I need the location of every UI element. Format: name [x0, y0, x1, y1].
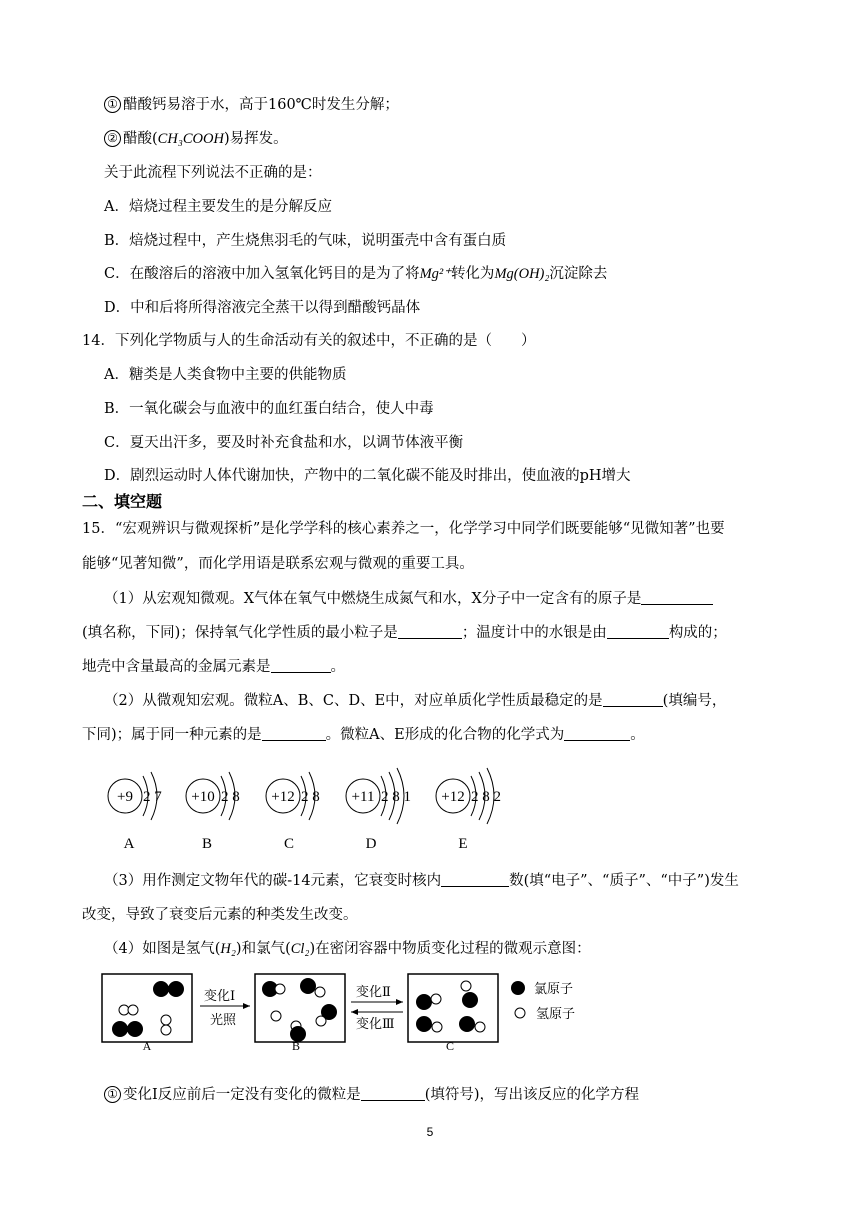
box-label-b: B [291, 1039, 301, 1052]
p2-text: (填编号， [662, 693, 727, 709]
hydrogen-atom [432, 1022, 442, 1032]
q13-c-mid: 转化为 [450, 266, 495, 282]
note-2-post: )易挥发。 [223, 131, 288, 147]
hydrogen-atom [161, 1025, 171, 1035]
chlorine-atom [168, 981, 184, 997]
q15-p3-line1 [104, 871, 739, 891]
atom-diagram-c [266, 772, 320, 852]
answer-blank[interactable] [564, 726, 630, 741]
section-title: 二、填空题 [82, 492, 163, 511]
answer-blank[interactable] [361, 1086, 425, 1101]
p1-text: 地壳中含量最高的金属元素是 [82, 659, 271, 675]
note-2-pre: 醋酸( [123, 131, 158, 147]
nucleus-charge: +11 [351, 789, 375, 805]
nucleus-charge: +12 [271, 789, 295, 805]
change-2-label: 变化Ⅱ [356, 984, 391, 999]
chlorine-formula: Cl₂ [290, 941, 310, 957]
p1-text: ；温度计中的水银是由 [461, 625, 607, 641]
p4-q1-text: 变化Ⅰ反应前后一定没有变化的微粒是 [123, 1087, 361, 1103]
mg-hydroxide-formula: Mg(OH)₂ [494, 266, 550, 282]
chlorine-atom [127, 1021, 143, 1037]
q15-p1-line3 [82, 657, 345, 677]
p2-text: 。 [630, 727, 645, 743]
chlorine-atom [300, 978, 316, 994]
page-number: 5 [426, 1125, 434, 1139]
change-3-label: 变化Ⅲ [356, 1016, 395, 1031]
nucleus-charge: +9 [117, 789, 133, 805]
q15-p2-line1 [104, 691, 726, 711]
mg-ion: Mg²⁺ [419, 266, 451, 282]
q15-p2-line2 [82, 725, 645, 745]
legend-hydrogen-swatch [515, 1008, 525, 1018]
answer-blank[interactable] [607, 624, 669, 639]
answer-blank[interactable] [271, 658, 331, 673]
q13-option-a: A．焙烧过程主要发生的是分解反应 [104, 199, 332, 215]
note-2-mark: ② [104, 130, 121, 147]
hydrogen-atom [461, 981, 471, 991]
nucleus-charge: +12 [441, 789, 465, 805]
q15-p1-line2 [82, 623, 727, 643]
q15-p4-q1 [104, 1085, 639, 1105]
chlorine-atom [112, 1021, 128, 1037]
q15-stem-line2: 能够“见著知微”，而化学用语是联系宏观与微观的重要工具。 [82, 556, 474, 572]
p4-text: )和氯气( [235, 941, 291, 957]
shell-electrons: 2 7 [143, 789, 162, 805]
chlorine-atom [416, 1016, 432, 1032]
hydrogen-atom [475, 1022, 485, 1032]
q15-p1-line1 [104, 589, 713, 609]
shell-electrons: 2 8 2 [471, 789, 501, 805]
answer-blank[interactable] [603, 692, 663, 707]
note-1-mark: ① [104, 96, 121, 113]
q14-stem: 14．下列化学物质与人的生命活动有关的叙述中，不正确的是（ ） [82, 333, 536, 349]
q13-option-d: D．中和后将所得溶液完全蒸干以得到醋酸钙晶体 [104, 300, 421, 316]
atom-structure-diagrams [95, 758, 515, 856]
note-2 [104, 129, 288, 149]
q14-option-a: A．糖类是人类食物中主要的供能物质 [104, 367, 347, 383]
hydrogen-formula: H₂ [220, 941, 236, 957]
box-label-a: A [142, 1039, 152, 1052]
q13-c-pre: C．在酸溶后的溶液中加入氢氧化钙目的是为了将 [104, 266, 420, 282]
atom-label: A [123, 836, 135, 852]
p4-q1-text: (填符号)，写出该反应的化学方程 [424, 1087, 640, 1103]
acetic-acid-formula: CH₃COOH [157, 131, 224, 147]
p2-text: 。微粒A、E形成的化合物的化学式为 [325, 727, 565, 743]
shell-electrons: 2 8 1 [381, 789, 411, 805]
nucleus-charge: +10 [191, 789, 215, 805]
p1-text: 。 [330, 659, 345, 675]
chlorine-atom [416, 994, 432, 1010]
hydrogen-atom [431, 994, 441, 1004]
atom-label: B [201, 836, 213, 852]
p2-text: （2）从微观知宏观。微粒A、B、C、D、E中，对应单质化学性质最稳定的是 [104, 693, 603, 709]
arrow-head [243, 1003, 250, 1009]
q15-p4-line1 [104, 939, 591, 959]
shell-electrons: 2 8 [301, 789, 320, 805]
hydrogen-atom [271, 1011, 281, 1021]
q1-mark: ① [104, 1086, 121, 1103]
q15-stem-line1: 15．“宏观辨识与微观探析”是化学学科的核心素养之一，化学学习中同学们既要能够“见微知著”也要 [82, 521, 725, 537]
p1-text: (填名称，下同)；保持氧气化学性质的最小粒子是 [82, 625, 398, 641]
p1-text: 构成的； [668, 625, 727, 641]
legend-chlorine-swatch [511, 981, 525, 995]
hydrogen-atom [275, 984, 285, 994]
hydrogen-atom [315, 987, 325, 997]
atom-diagram-b [186, 772, 240, 852]
answer-blank[interactable] [641, 590, 713, 605]
hydrogen-atom [128, 1005, 138, 1015]
legend-chlorine-label: 氯原子 [534, 981, 574, 996]
q14-option-d: D．剧烈运动时人体代谢加快，产物中的二氧化碳不能及时排出，使血液的pH增大 [104, 468, 631, 484]
light-label: 光照 [210, 1012, 237, 1027]
answer-blank[interactable] [262, 726, 326, 741]
atom-label: E [458, 836, 468, 852]
p1-text: （1）从宏观知微观。X气体在氧气中燃烧生成氮气和水，X分子中一定含有的原子是 [104, 591, 642, 607]
q14-option-c: C．夏天出汗多，要及时补充食盐和水，以调节体液平衡 [104, 435, 464, 451]
reaction-micro-diagram [100, 972, 600, 1052]
p3-text: （3）用作测定文物年代的碳-14元素，它衰变时核内 [104, 873, 442, 889]
q13-option-b: B．焙烧过程中，产生烧焦羽毛的气味，说明蛋壳中含有蛋白质 [104, 233, 507, 249]
atom-label: D [365, 836, 377, 852]
answer-blank[interactable] [398, 624, 462, 639]
chlorine-atom [459, 1016, 475, 1032]
note-1 [104, 95, 399, 115]
hydrogen-atom [316, 1016, 326, 1026]
atom-label: C [283, 836, 295, 852]
chlorine-atom [462, 992, 478, 1008]
p2-text: 下同)；属于同一种元素的是 [82, 727, 262, 743]
box-label-c: C [445, 1039, 455, 1052]
legend-hydrogen-label: 氢原子 [536, 1006, 576, 1021]
p4-text: )在密闭容器中物质变化过程的微观示意图： [309, 941, 591, 957]
atom-diagram-d [346, 768, 411, 852]
q13-prompt: 关于此流程下列说法不正确的是： [104, 165, 322, 181]
q13-option-c [104, 264, 607, 284]
arrow-head [351, 1009, 358, 1015]
answer-blank[interactable] [441, 872, 509, 887]
atom-diagram-e [436, 768, 501, 852]
p4-text: （4）如图是氢气( [104, 941, 221, 957]
note-1-text: 醋酸钙易溶于水，高于160℃时发生分解； [123, 97, 399, 113]
arrow-head [396, 999, 403, 1005]
hydrogen-atom [161, 1015, 171, 1025]
atom-diagram-a [108, 772, 162, 852]
change-1-label: 变化Ⅰ [204, 988, 236, 1003]
chlorine-atom [153, 981, 169, 997]
q15-p3-line2: 改变，导致了衰变后元素的种类发生改变。 [82, 907, 358, 923]
q14-option-b: B．一氧化碳会与血液中的血红蛋白结合，使人中毒 [104, 401, 434, 417]
shell-electrons: 2 8 [221, 789, 240, 805]
p3-text: 数(填“电子”、“质子”、“中子”)发生 [509, 873, 739, 889]
q13-c-post: 沉淀除去 [549, 266, 608, 282]
